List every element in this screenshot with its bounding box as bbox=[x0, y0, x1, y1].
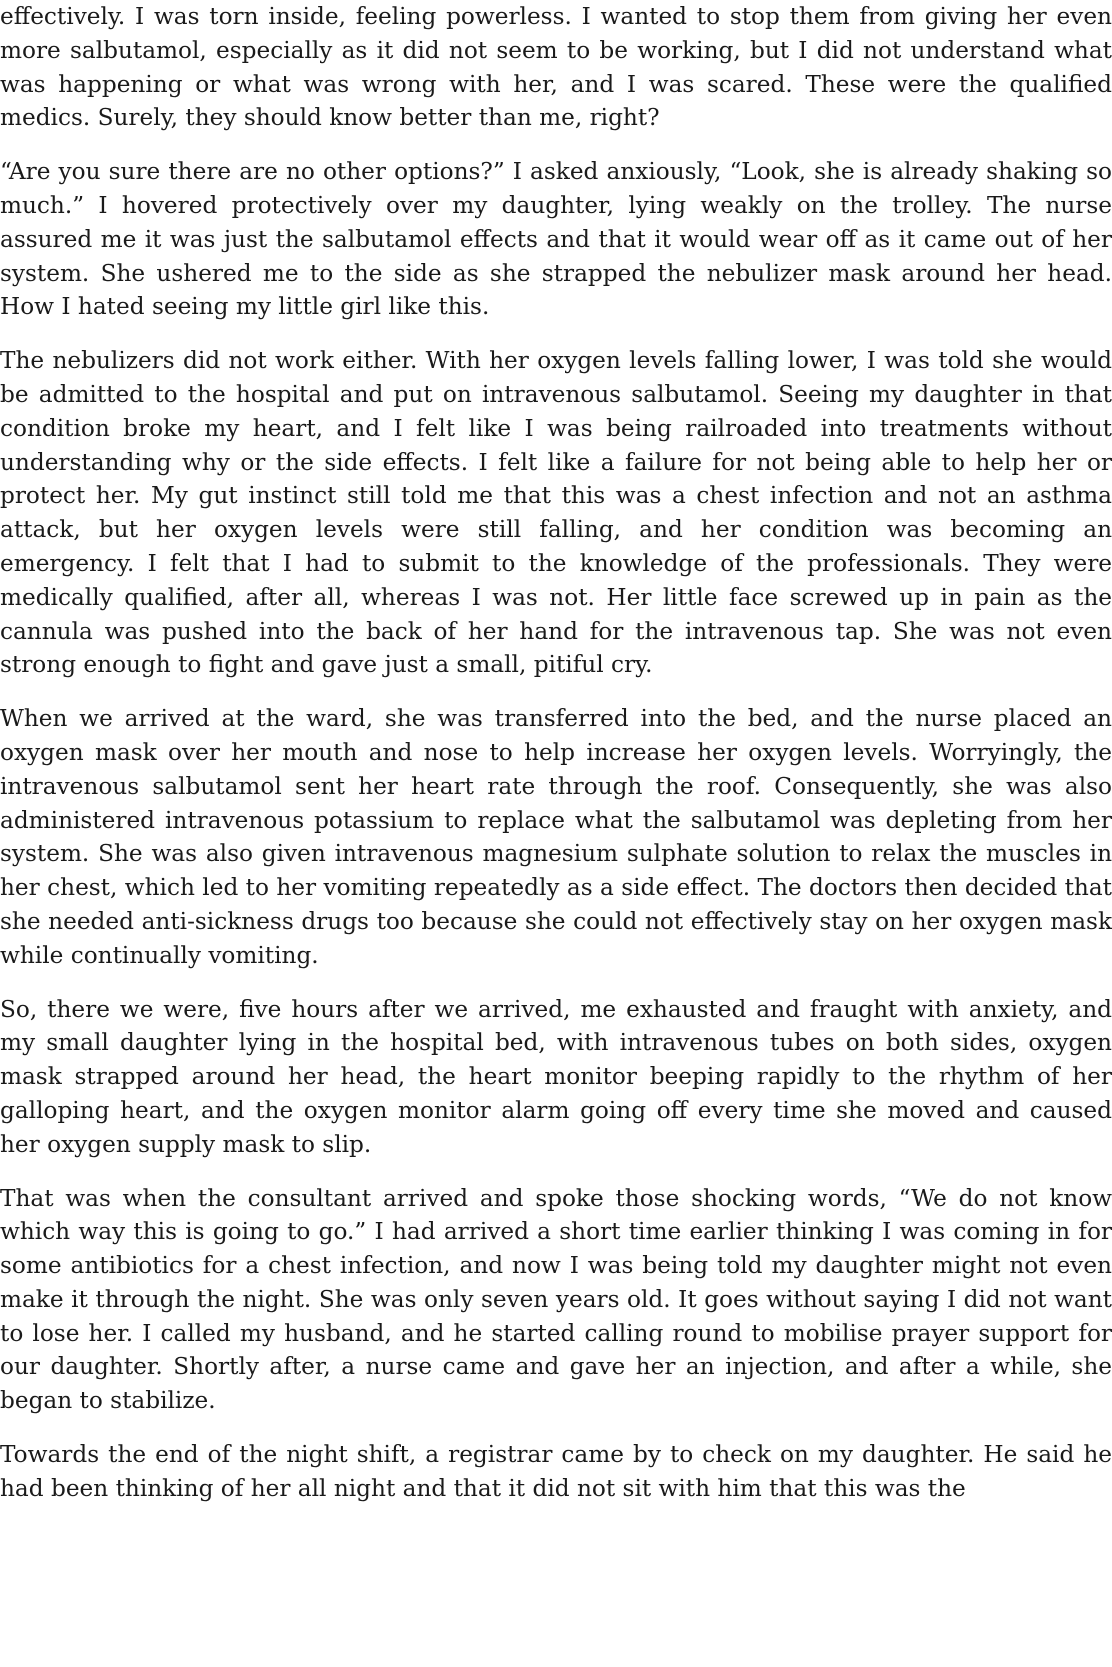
paragraph-7: Towards the end of the night shift, a registrar came by to check on my daughter. He said he had been thinking of her all night and that it did not sit with him that this was the bbox=[0, 1441, 1112, 1502]
paragraph-2: “Are you sure there are no other options?” I asked anxiously, “Look, she is already shaking so much.” I hovered protectively over my daughter, lying weakly on the trolley. The nurse assured me it was just the salbutamol effects and that it would wear off as it came out of her system. She ushered me to the side as she strapped the nebulizer mask around her head. How I hated seeing my little girl like this. bbox=[0, 158, 1112, 321]
paragraph-5: So, there we were, five hours after we arrived, me exhausted and fraught with anxiety, and my small daughter lying in the hospital bed, with intravenous tubes on both sides, oxygen mask strapped around her head, the heart monitor beeping rapidly to the rhythm of her galloping heart, and the oxygen monitor alarm going off every time she moved and caused her oxygen supply mask to slip. bbox=[0, 995, 1112, 1158]
paragraph-1: effectively. I was torn inside, feeling powerless. I wanted to stop them from giving her even more salbutamol, especially as it did not seem to be working, but I did not understand what was happening or what was wrong with her, and I was scared. These were the qualified medics. Surely, they should know better than me, right? bbox=[0, 3, 1112, 132]
paragraph-4: When we arrived at the ward, she was transferred into the bed, and the nurse placed an oxygen mask over her mouth and nose to help increase her oxygen levels. Worryingly, the intravenous salbutamol sent her heart rate through the roof. Consequently, she was also administered intravenous potassium to replace what the salbutamol was depleting from her system. She was also given intravenous magnesium sulphate solution to relax the muscles in her chest, which led to her vomiting repeatedly as a side effect. The doctors then decided that she needed anti-sickness drugs too because she could not effectively stay on her oxygen mask while continually vomiting. bbox=[0, 705, 1112, 969]
paragraph-3: The nebulizers did not work either. With her oxygen levels falling lower, I was told she would be admitted to the hospital and put on intravenous salbutamol. Seeing my daughter in that condition broke my heart, and I felt like I was being railroaded into treatments without understanding why or the side effects. I felt like a failure for not being able to help her or protect her. My gut instinct still told me that this was a chest infection and not an asthma attack, but her oxygen levels were still falling, and her condition was becoming an emergency. I felt that I had to submit to the knowledge of the professionals. They were medically qualified, after all, whereas I was not. Her little face screwed up in pain as the cannula was pushed into the back of her hand for the intravenous tap. She was not even strong enough to fight and gave just a small, pitiful cry. bbox=[0, 347, 1112, 679]
paragraph-6: That was when the consultant arrived and spoke those shocking words, “We do not know which way this is going to go.” I had arrived a short time earlier thinking I was coming in for some antibiotics for a chest infection, and now I was being told my daughter might not even make it through the night. She was only seven years old. It goes without saying I did not want to lose her. I called my husband, and he started calling round to mobilise prayer support for our daughter. Shortly after, a nurse came and gave her an injection, and after a while, she began to stabilize. bbox=[0, 1184, 1112, 1415]
